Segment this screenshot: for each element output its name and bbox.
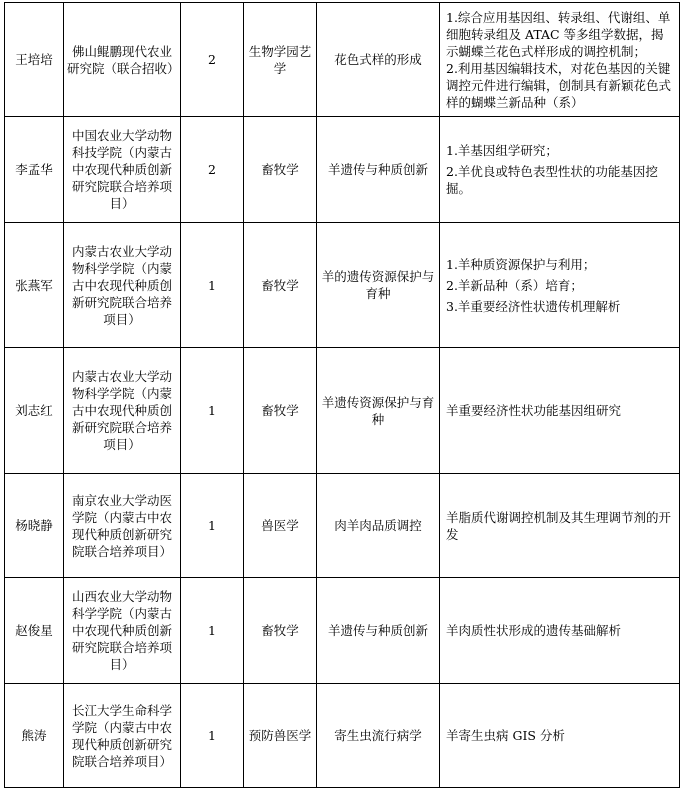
institution: 内蒙古农业大学动物科学学院（内蒙古中农现代种质创新研究院联合培养项目） [64,348,181,474]
content-line: 2.利用基因编辑技术，对花色基因的关键调控元件进行编辑，创制具有新颖花色式样的蝴蝶兰新品种（系） [446,60,672,110]
table-row [5,348,680,474]
content-line: 羊肉质性状形成的遗传基础解析 [446,623,622,638]
research-content [440,117,680,223]
research-content [440,223,680,348]
enrollment-quota: 1 [181,578,244,684]
enrollment-quota: 1 [181,474,244,578]
enrollment-quota: 1 [181,223,244,348]
research-content [440,348,680,474]
research-content [440,578,680,684]
research-direction: 羊遗传与种质创新 [317,117,440,223]
major: 生物学园艺学 [244,3,317,117]
enrollment-quota: 1 [181,684,244,788]
research-direction: 花色式样的形成 [317,3,440,117]
major: 畜牧学 [244,117,317,223]
table-row [5,3,680,117]
content-line: 1.羊基因组学研究； [446,143,558,158]
research-direction: 寄生虫流行病学 [317,684,440,788]
supervisor-name: 张燕军 [5,223,64,348]
content-line: 1.羊种质资源保护与利用； [446,256,596,272]
research-direction: 羊遗传资源保护与育种 [317,348,440,474]
major: 畜牧学 [244,223,317,348]
table-row [5,117,680,223]
table-row [5,578,680,684]
research-direction: 肉羊肉品质调控 [317,474,440,578]
major: 畜牧学 [244,578,317,684]
institution: 佛山鲲鹏现代农业研究院（联合招收） [64,3,181,117]
major: 兽医学 [244,474,317,578]
research-content [440,3,680,117]
table-row [5,474,680,578]
supervisor-name: 王培培 [5,3,64,117]
enrollment-quota: 2 [181,3,244,117]
content-line: 羊寄生虫病 GIS 分析 [446,728,565,743]
supervisor-table [4,2,680,788]
research-direction: 羊的遗传资源保护与育种 [317,223,440,348]
supervisor-name: 赵俊星 [5,578,64,684]
institution: 长江大学生命科学学院（内蒙古中农现代种质创新研究院联合培养项目） [64,684,181,788]
content-line: 2.羊新品种（系）培育； [446,277,583,293]
research-content [440,474,680,578]
research-direction: 羊遗传与种质创新 [317,578,440,684]
institution: 内蒙古农业大学动物科学学院（内蒙古中农现代种质创新研究院联合培养项目） [64,223,181,348]
content-line: 2.羊优良或特色表型性状的功能基因挖掘。 [446,164,658,196]
institution: 山西农业大学动物科学学院（内蒙古中农现代种质创新研究院联合培养项目） [64,578,181,684]
major: 畜牧学 [244,348,317,474]
supervisor-name: 刘志红 [5,348,64,474]
content-line: 3.羊重要经济性状遗传机理解析 [446,298,621,314]
institution: 中国农业大学动物科技学院（内蒙古中农现代种质创新研究院联合培养项目） [64,117,181,223]
research-content [440,684,680,788]
supervisor-name: 李孟华 [5,117,64,223]
supervisor-name: 杨晓静 [5,474,64,578]
table-row [5,223,680,348]
enrollment-quota: 2 [181,117,244,223]
supervisor-name: 熊涛 [5,684,64,788]
content-line: 1.综合应用基因组、转录组、代谢组、单细胞转录组及 ATAC 等多组学数据，揭示蝴蝶兰花色式样形成的调控机制； [446,9,671,59]
table-row [5,684,680,788]
institution: 南京农业大学动医学院（内蒙古中农现代种质创新研究院联合培养项目） [64,474,181,578]
major: 预防兽医学 [244,684,317,788]
enrollment-quota: 1 [181,348,244,474]
content-line: 羊重要经济性状功能基因组研究 [446,403,622,418]
content-line: 羊脂质代谢调控机制及其生理调节剂的开发 [446,509,672,542]
